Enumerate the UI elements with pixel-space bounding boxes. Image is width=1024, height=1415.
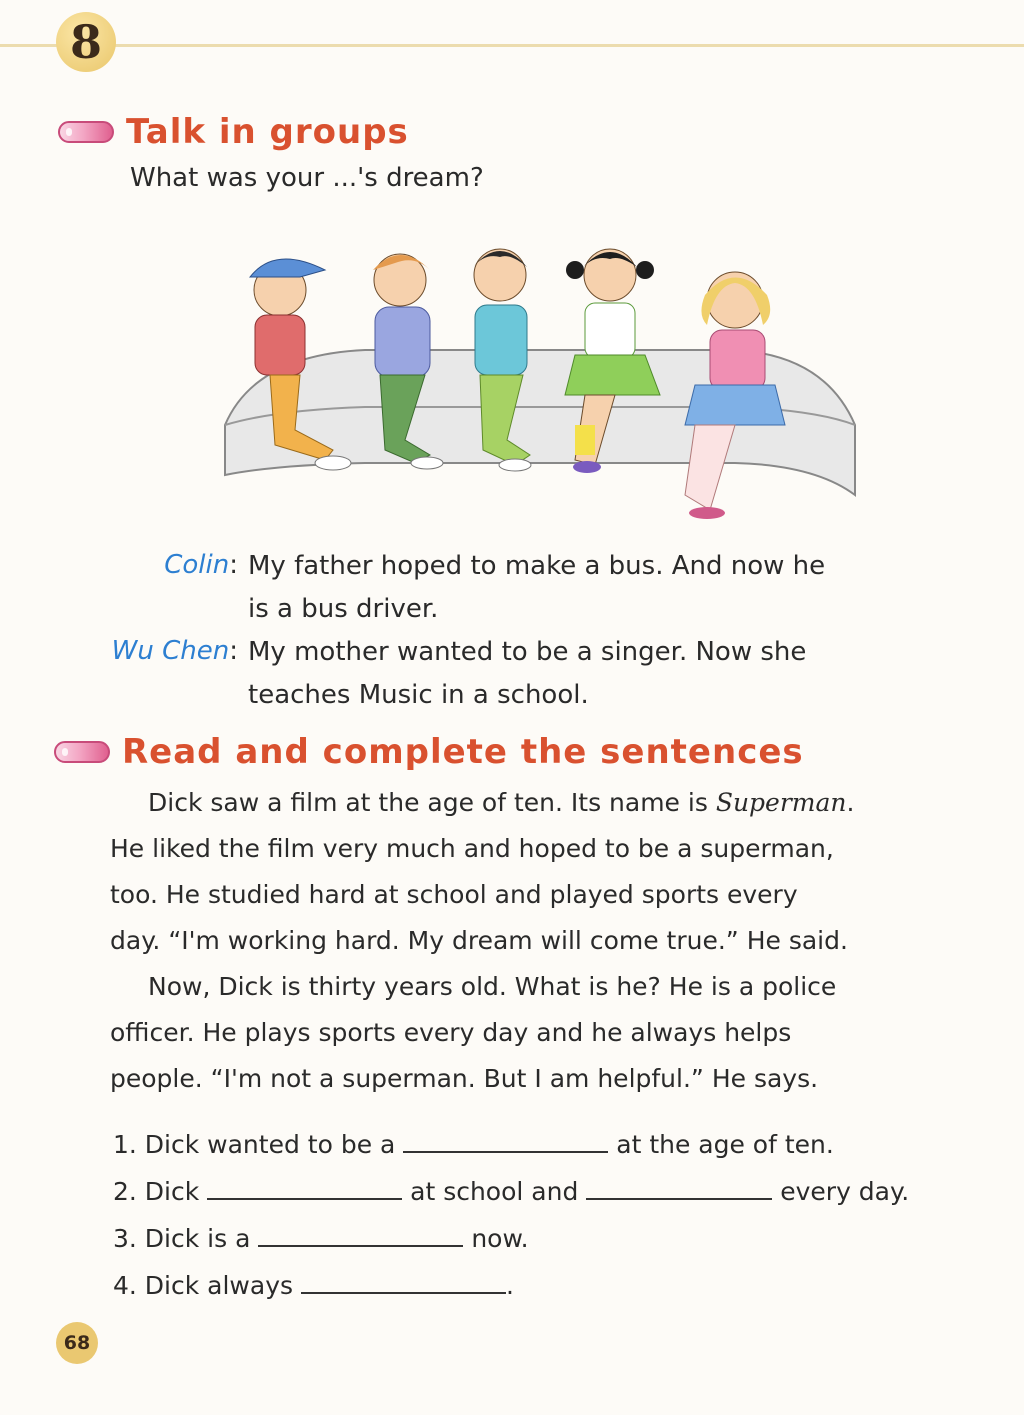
section-pill-icon (58, 121, 114, 143)
colin-line-2: is a bus driver. (248, 594, 439, 624)
section-pill-icon (54, 741, 110, 763)
question-3: 3. Dick is a now. (113, 1224, 529, 1253)
page-number: 68 (63, 1332, 91, 1354)
film-title: Superman (715, 788, 847, 817)
answer-blank-4[interactable] (301, 1291, 506, 1294)
question-4: 4. Dick always . (113, 1271, 514, 1300)
answer-blank-2a[interactable] (207, 1197, 402, 1200)
unit-number-badge (56, 12, 116, 72)
answer-blank-1[interactable] (403, 1150, 608, 1153)
wu-chen-line-2: teaches Music in a school. (248, 680, 589, 710)
answer-blank-2b[interactable] (586, 1197, 772, 1200)
paragraph-1-line-3: too. He studied hard at school and played sports every (110, 880, 798, 909)
speaker-wu-chen: Wu Chen: (111, 636, 238, 666)
paragraph-2-line-1: Now, Dick is thirty years old. What is he? He is a police (148, 972, 837, 1001)
question-2: 2. Dick at school and every day. (113, 1177, 910, 1206)
talk-section-heading (58, 112, 409, 152)
colin-line-1: My father hoped to make a bus. And now he (248, 551, 826, 581)
unit-number: 8 (69, 15, 102, 69)
paragraph-1-line-2: He liked the film very much and hoped to be a superman, (110, 834, 834, 863)
wu-chen-line-1: My mother wanted to be a singer. Now she (248, 637, 807, 667)
paragraph-2-line-3: people. “I'm not a superman. But I am helpful.” He says. (110, 1064, 819, 1093)
paragraph-1-line-1: Dick saw a film at the age of ten. Its name is Superman. (148, 788, 855, 817)
header-rule (0, 44, 1024, 47)
child-five (685, 272, 785, 519)
speaker-colin: Colin: (164, 550, 238, 580)
question-1: 1. Dick wanted to be a at the age of ten. (113, 1130, 834, 1159)
read-section-title: Read and complete the sentences (122, 732, 804, 772)
paragraph-2-line-2: officer. He plays sports every day and he always helps (110, 1018, 792, 1047)
read-section-heading (54, 732, 804, 772)
answer-blank-3[interactable] (258, 1244, 463, 1247)
paragraph-1-line-4: day. “I'm working hard. My dream will come true.” He said. (110, 926, 848, 955)
page-number-badge (56, 1322, 98, 1364)
children-on-bench-illustration (215, 225, 865, 525)
talk-section-title: Talk in groups (126, 112, 409, 152)
talk-prompt: What was your ...'s dream? (130, 163, 484, 193)
